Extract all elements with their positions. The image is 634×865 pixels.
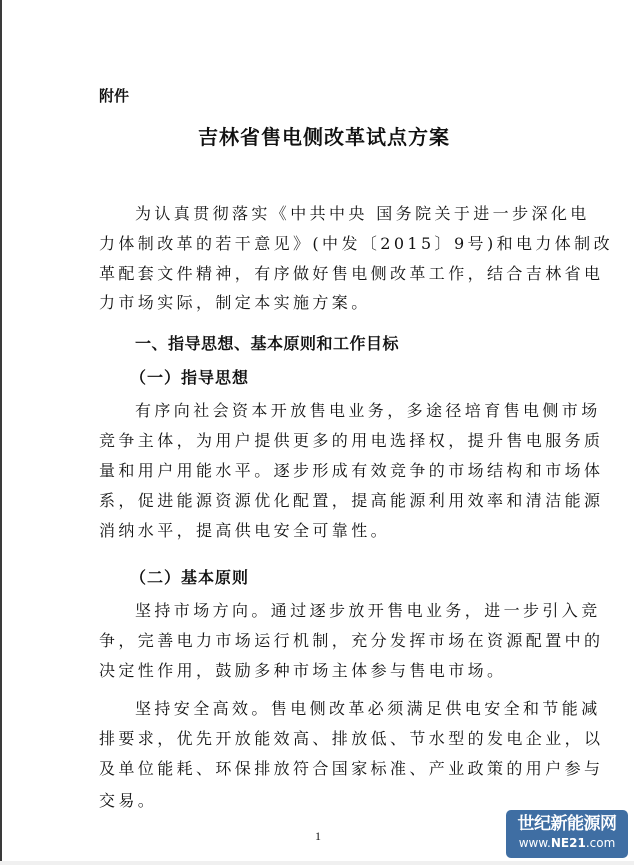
subsection-heading: （二）基本原则: [130, 568, 250, 587]
paragraph-line: 决定性作用，鼓励多种市场主体参与售电市场。: [99, 661, 507, 680]
site-watermark-logo: [506, 810, 628, 858]
paragraph-line: 及单位能耗、环保排放符合国家标准、产业政策的用户参与: [99, 759, 604, 778]
section-heading: 一、指导思想、基本原则和工作目标: [135, 334, 400, 353]
intro-line: 革配套文件精神，有序做好售电侧改革工作，结合吉林省电: [99, 264, 604, 283]
paragraph-line: 坚持安全高效。售电侧改革必须满足供电安全和节能减: [135, 699, 601, 718]
document-title: 吉林省售电侧改革试点方案: [198, 125, 450, 149]
paragraph-line: 竞争主体，为用户提供更多的用电选择权，提升售电服务质: [99, 431, 604, 450]
watermark-url-suffix: .com: [585, 836, 616, 850]
watermark-url-brand: NE21: [550, 836, 586, 850]
paragraph-line: 量和用户用能水平。逐步形成有效竞争的市场结构和市场体: [99, 461, 604, 480]
watermark-url: [506, 834, 628, 852]
watermark-site-name: 世纪新能源网: [517, 814, 617, 834]
paragraph-line: 坚持市场方向。通过逐步放开售电业务，进一步引入竞: [135, 601, 601, 620]
watermark-url-prefix: www.: [518, 836, 551, 850]
paragraph-line: 交易。: [99, 791, 158, 810]
subsection-heading: （一）指导思想: [130, 368, 250, 387]
paragraph-line: 系，促进能源资源优化配置，提高能源利用效率和清洁能源: [99, 491, 604, 510]
paragraph-line: 排要求，优先开放能效高、排放低、节水型的发电企业，以: [99, 729, 604, 748]
intro-line: 为认真贯彻落实《中共中央 国务院关于进一步深化电: [135, 204, 590, 223]
paragraph-line: 争，完善电力市场运行机制，充分发挥市场在资源配置中的: [99, 631, 604, 650]
intro-line: 力体制改革的若干意见》(中发〔2015〕9号)和电力体制改: [99, 234, 613, 253]
page-number: 1: [315, 829, 321, 843]
paragraph-line: 消纳水平，提高供电安全可靠性。: [99, 521, 391, 540]
intro-line: 力市场实际，制定本实施方案。: [99, 293, 371, 312]
paragraph-line: 有序向社会资本开放售电业务，多途径培育售电侧市场: [135, 401, 601, 420]
attachment-label: 附件: [99, 87, 130, 105]
